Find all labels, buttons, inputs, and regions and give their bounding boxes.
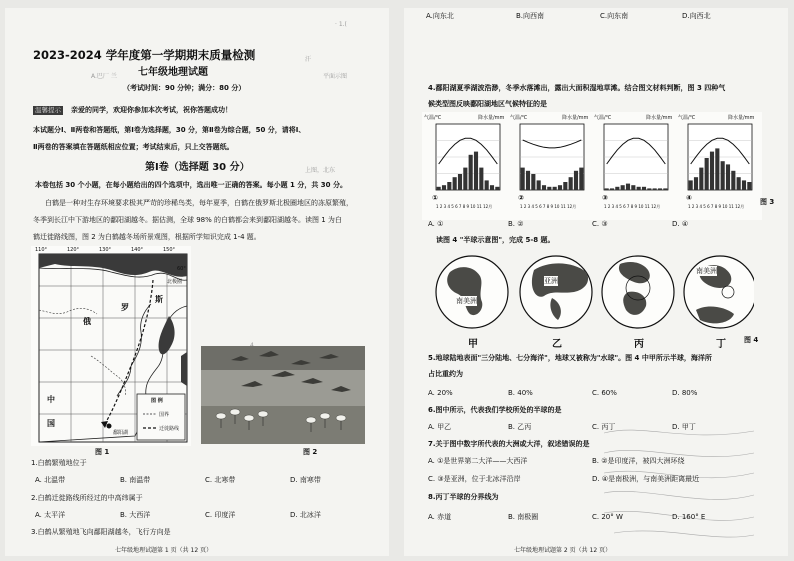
page-footer: 七年级地理试题第 1 页（共 12 页） [115, 547, 213, 554]
crane-photo [201, 346, 365, 444]
precipitation-bar [569, 177, 573, 190]
left-page [5, 8, 389, 556]
precipitation-bar [574, 171, 578, 190]
exam-title: 2023-2024 学年度第一学期期末质量检测 [33, 48, 256, 62]
precipitation-bar [469, 155, 473, 190]
q6-option-d[interactable]: D. 甲丁 [672, 423, 696, 431]
country-label: 中 [47, 395, 55, 404]
precipitation-bar [563, 182, 567, 190]
precipitation-bar [637, 187, 641, 190]
q7-option-d[interactable]: D. ④是南极洲，与南美洲距离最近 [592, 475, 700, 483]
question-7: 7.关于图中数字所代表的大洲或大洋，叙述错误的是 [428, 440, 590, 448]
intro-line: 本试题分Ⅰ、Ⅱ两卷和答题纸，第Ⅰ卷为选择题，30 分，第Ⅱ卷为综合题，50 分，请将Ⅰ、 [33, 126, 306, 134]
right-page [404, 8, 788, 556]
intro-line: Ⅱ两卷的答案填在答题纸相应位置；考试结束后，只上交答题纸。 [33, 143, 234, 151]
precipitation-bar [610, 188, 614, 190]
q1-option-c[interactable]: C. 北寒带 [205, 476, 236, 484]
passage-line: 鹤迁徙路线图，图 2 为白鹤越冬场所景观图，根据所学知识完成 1-4 题。 [33, 233, 261, 241]
precipitation-bar [526, 171, 530, 190]
hemisphere-name: 甲 [468, 339, 478, 350]
chart-id: ③ [602, 194, 608, 202]
precipitation-bar [447, 182, 451, 190]
q6-option-b[interactable]: B. 乙丙 [508, 423, 532, 431]
exam-subtitle: 七年级地理试题 [138, 67, 208, 78]
exam-meta: （考试时间：90 分钟；满分：80 分） [123, 84, 246, 92]
q5-option-a[interactable]: A. 20% [428, 389, 453, 397]
precipitation-bar [579, 168, 583, 190]
question-5-cont: 占比重约为 [428, 370, 463, 378]
precipitation-bar [626, 184, 630, 190]
q8-option-c[interactable]: C. 20° W [592, 513, 623, 521]
precipitation-bar [537, 180, 541, 190]
precipitation-bar [547, 187, 551, 190]
lon-label: 150° [163, 247, 176, 253]
chart-axis-label: 气温/℃ [678, 115, 696, 121]
month-axis: 1 2 3 4 5 6 7 8 9 10 11 12月 [688, 204, 745, 209]
section-desc: 本卷包括 30 个小题，在每小题给出的四个选项中，选出唯一正确的答案。每小题 1 分，共 30 分。 [35, 181, 347, 189]
precipitation-bar [658, 188, 662, 190]
precipitation-bar [721, 161, 725, 190]
precipitation-bar [442, 185, 446, 190]
precipitation-bar [458, 174, 462, 190]
question-5: 5.地球陆地表面"三分陆地、七分海洋"，地球又被称为"水球"。图 4 中甲所示半球，海洋所 [428, 354, 712, 362]
precipitation-bar [689, 180, 693, 190]
q8-option-d[interactable]: D. 160° E [672, 513, 706, 521]
precipitation-bar [715, 148, 719, 190]
precipitation-bar [485, 180, 489, 190]
precipitation-bar [437, 187, 441, 190]
hemisphere-label: 南美洲 [456, 297, 477, 305]
migration-map [31, 246, 191, 446]
hemisphere-name: 丁 [716, 339, 726, 350]
arctic-label: 北极圈 [167, 279, 183, 285]
legend-item: 国界 [159, 412, 170, 418]
lon-label: 110° [35, 247, 48, 253]
crane-photo-svg [201, 346, 365, 444]
q6-option-a[interactable]: A. 甲乙 [428, 423, 452, 431]
precipitation-bar [615, 187, 619, 190]
q8-option-a[interactable]: A. 赤道 [428, 513, 452, 521]
figure-caption: 图 2 [303, 448, 318, 456]
q4-option-c[interactable]: C. ③ [592, 220, 608, 228]
question-3: 3.白鹤从繁殖地飞向鄱阳湖越冬，飞行方向是 [31, 528, 171, 536]
hemisphere-name: 乙 [552, 339, 562, 350]
chart-axis-label: 降水量/mm [646, 115, 673, 121]
passage-line: 白鹤是一种对生存环境要求极其严苛的珍稀鸟类，每年夏季，白鹤在俄罗斯北极圈地区的冻原繁殖， [45, 199, 353, 207]
q3-option-c[interactable]: C.向东南 [600, 12, 629, 20]
q7-option-c[interactable]: C. ③是亚洲，位于北冰洋沿岸 [428, 475, 521, 483]
chart-axis-label: 气温/℃ [424, 115, 442, 121]
region-label: 罗 [121, 303, 129, 312]
lake-label: 鄱阳湖 [113, 430, 129, 436]
q3-option-d[interactable]: D.向西北 [682, 12, 711, 20]
hemisphere-label: 南美洲 [696, 267, 717, 275]
chart-axis-label: 降水量/mm [562, 115, 589, 121]
precipitation-bar [631, 185, 635, 190]
legend-title: 图 例 [151, 398, 163, 404]
precipitation-bar [490, 185, 494, 190]
q5-option-c[interactable]: C. 60% [592, 389, 617, 397]
precipitation-bar [463, 168, 467, 190]
figure-caption: 图 3 [760, 198, 775, 206]
q6-option-c[interactable]: C. 丙丁 [592, 423, 616, 431]
precipitation-bar [653, 188, 657, 190]
question-6: 6.图中所示，代表我们学校所处的半球的是 [428, 406, 562, 414]
precipitation-bar [479, 168, 483, 190]
chart-axis-label: 气温/℃ [594, 115, 612, 121]
bleed-text: 上图，北东 [305, 167, 336, 174]
precipitation-bar [553, 187, 557, 190]
hemisphere-name: 丙 [634, 339, 644, 350]
section-title: 第Ⅰ卷（选择题 30 分） [145, 162, 250, 173]
precipitation-bar [647, 188, 651, 190]
question-4: 4.鄱阳湖夏季湖波浩渺，冬季水落滩出，露出大面积湿地草滩。结合图文材料判断，图 3 四种气 [428, 84, 726, 92]
region-label: 斯 [155, 295, 163, 304]
q1-option-d[interactable]: D. 南寒带 [290, 476, 321, 484]
q4-option-b[interactable]: B. ② [508, 220, 524, 228]
hemisphere-intro: 读图 4 "半球示意图"，完成 5-8 题。 [436, 236, 555, 244]
chart-id: ② [518, 194, 524, 202]
q7-option-b[interactable]: B. ②是印度洋，被四大洲环绕 [592, 457, 685, 465]
q7-option-a[interactable]: A. ①是世界第二大洋——大西洋 [428, 457, 528, 465]
q2-option-a[interactable]: A. 太平洋 [35, 511, 66, 519]
question-1: 1.白鹤繁殖地位于 [31, 459, 87, 467]
precipitation-bar [558, 185, 562, 190]
bleed-text: A.巴厂 兰 [91, 73, 117, 80]
q5-option-d[interactable]: D. 80% [672, 389, 698, 397]
question-8: 8.丙丁半球的分界线为 [428, 493, 499, 501]
chart-id: ④ [686, 194, 692, 202]
legend-item: 迁徙路线 [159, 426, 180, 432]
bleed-text: · 1.( [335, 21, 347, 28]
chart-axis-label: 降水量/mm [728, 115, 755, 121]
precipitation-bar [737, 177, 741, 190]
q4-option-d[interactable]: D. ④ [672, 220, 689, 228]
q3-option-a[interactable]: A.向东北 [426, 12, 454, 20]
tip-text: 亲爱的同学，欢迎你参加本次考试，祝你答题成功！ [71, 106, 232, 114]
month-axis: 1 2 3 4 5 6 7 8 9 10 11 12月 [604, 204, 661, 209]
passage-line: 冬季到长江中下游地区的鄱阳湖越冬。据估测，全球 98% 的白鹤都会来到鄱阳湖越冬。读图 1 为白 [33, 216, 342, 224]
precipitation-bar [694, 177, 698, 190]
q1-option-b[interactable]: B. 南温带 [120, 476, 151, 484]
precipitation-bar [542, 185, 546, 190]
precipitation-bar [710, 152, 714, 190]
hemisphere-diagrams [434, 252, 754, 340]
month-axis: 1 2 3 4 5 6 7 8 9 10 11 12月 [520, 204, 577, 209]
lon-label: 140° [131, 247, 144, 253]
precipitation-bar [726, 164, 730, 190]
q5-option-b[interactable]: B. 40% [508, 389, 533, 397]
precipitation-bar [531, 174, 535, 190]
question-2: 2.白鹤迁徙路线所经过的中高纬属于 [31, 494, 143, 502]
figure-caption: 图 1 [95, 448, 110, 456]
chart-axis-label: 降水量/mm [478, 115, 505, 121]
precipitation-bar [621, 185, 625, 190]
precipitation-bar [642, 187, 646, 190]
month-axis: 1 2 3 4 5 6 7 8 9 10 11 12月 [436, 204, 493, 209]
precipitation-bar [705, 158, 709, 190]
figure-caption: 图 4 [744, 336, 759, 344]
q2-option-d[interactable]: D. 北冰洋 [290, 511, 321, 519]
chart-id: ① [432, 194, 438, 202]
question-4-cont: 候类型图反映鄱阳湖地区气候特征的是 [428, 100, 547, 108]
chart-axis-label: 气温/℃ [510, 115, 528, 121]
precipitation-bar [521, 168, 525, 190]
q2-option-c[interactable]: C. 印度洋 [205, 511, 236, 519]
hemisphere-label: 亚洲 [544, 277, 558, 285]
precipitation-bar [742, 180, 746, 190]
bleed-text: 汗 [305, 56, 312, 63]
lat-label: 60° [177, 266, 186, 272]
q4-option-a[interactable]: A. ① [428, 220, 444, 228]
lon-label: 120° [67, 247, 80, 253]
bleed-text: 平面示图 [323, 73, 348, 80]
tip-stamp: 温馨提示 [35, 106, 61, 114]
lon-label: 130° [99, 247, 112, 253]
q3-option-b[interactable]: B.向西南 [516, 12, 545, 20]
precipitation-bar [495, 187, 499, 190]
precipitation-bar [605, 188, 609, 190]
country-label: 国 [47, 419, 55, 428]
q2-option-b[interactable]: B. 大西洋 [120, 511, 151, 519]
precipitation-bar [453, 177, 457, 190]
region-label: 俄 [83, 317, 91, 326]
precipitation-bar [663, 188, 667, 190]
q8-option-b[interactable]: B. 南极圈 [508, 513, 539, 521]
q1-option-a[interactable]: A. 北温带 [35, 476, 66, 484]
precipitation-bar [699, 168, 703, 190]
page-footer: 七年级地理试题第 2 页（共 12 页） [514, 547, 612, 554]
precipitation-bar [747, 182, 751, 190]
precipitation-bar [474, 152, 478, 190]
precipitation-bar [731, 171, 735, 190]
climate-charts [422, 112, 762, 220]
